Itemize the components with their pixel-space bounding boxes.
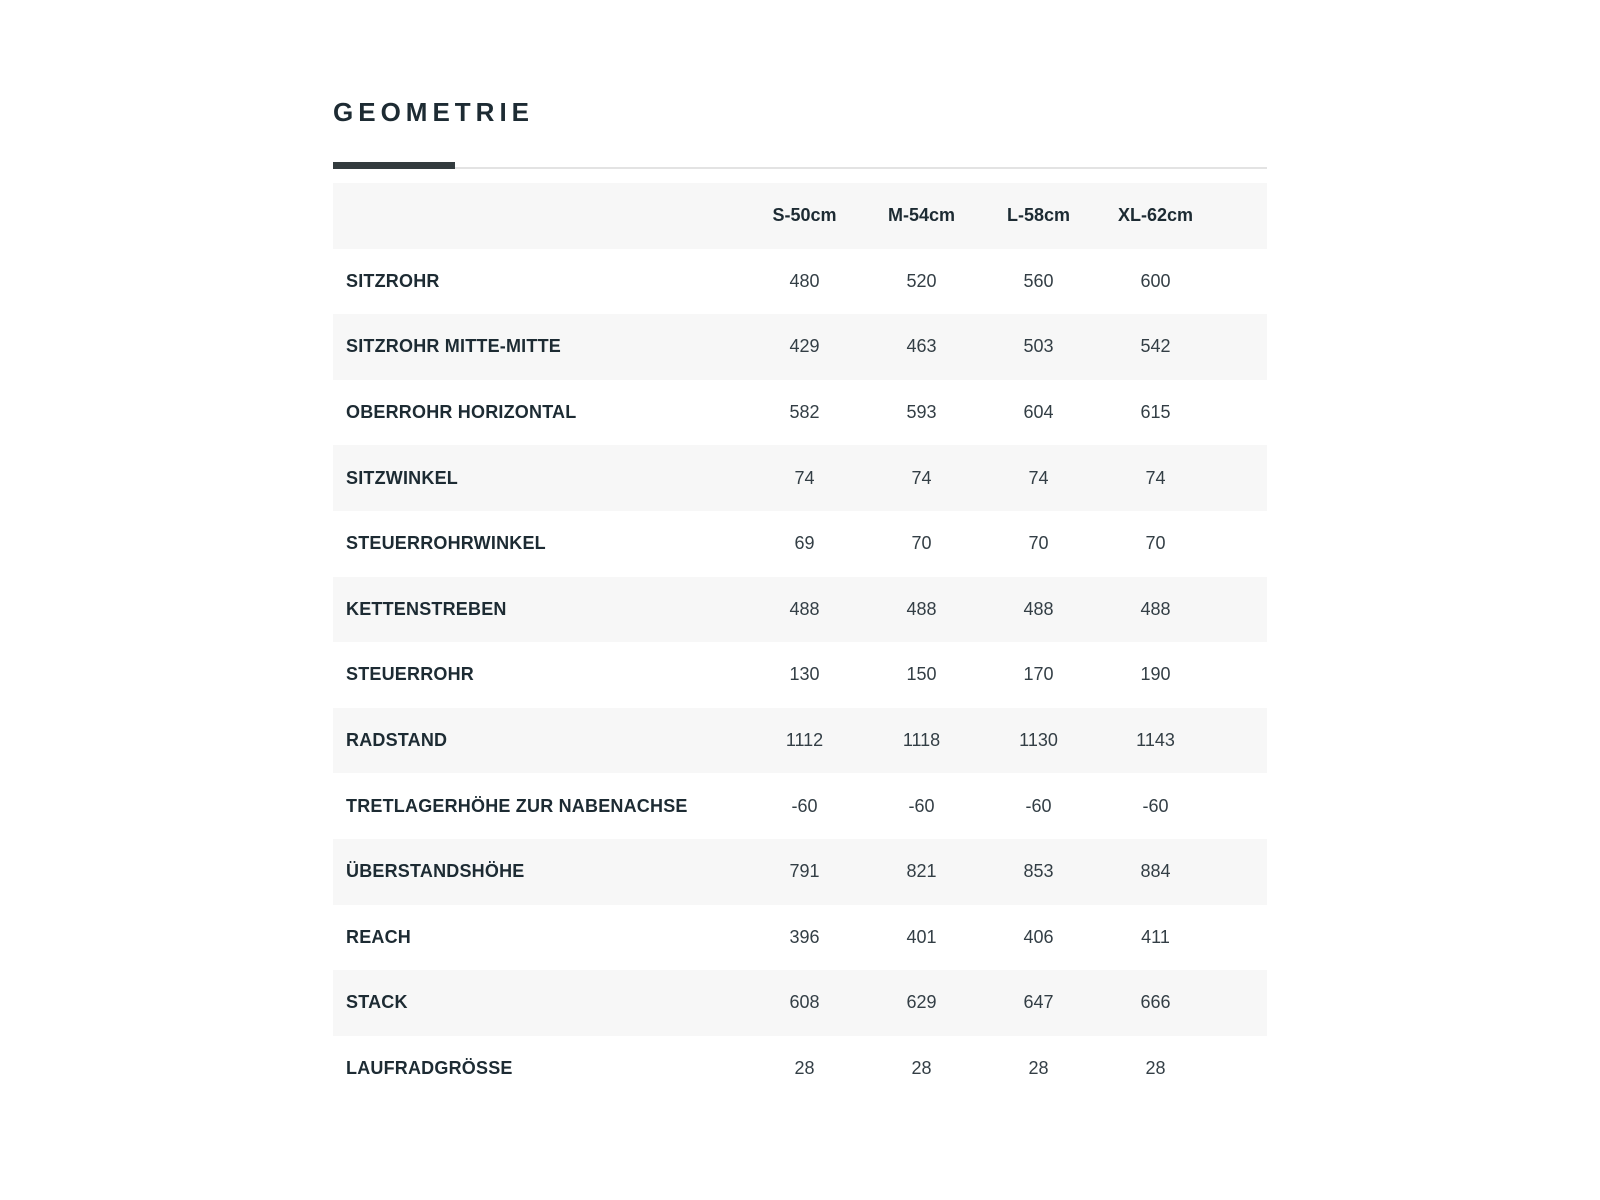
table-row — [333, 249, 1267, 315]
cell-value: 74 — [1028, 467, 1049, 488]
table-row — [333, 1036, 1267, 1102]
table-row — [333, 708, 1267, 774]
row-label: LAUFRADGRÖSSE — [346, 1058, 513, 1079]
row-label: REACH — [346, 926, 412, 947]
column-header: S-50cm — [772, 205, 837, 226]
cell-value: 28 — [911, 1058, 932, 1079]
cell-value: -60 — [1142, 795, 1169, 816]
cell-value: -60 — [1025, 795, 1052, 816]
cell-value: 503 — [1023, 336, 1054, 357]
row-label: SITZWINKEL — [346, 467, 458, 488]
row-label: STACK — [346, 992, 408, 1013]
cell-value: 74 — [794, 467, 815, 488]
cell-value: -60 — [908, 795, 935, 816]
table-row — [333, 773, 1267, 839]
table-row — [333, 642, 1267, 708]
geometry-table — [333, 183, 1267, 1101]
divider-accent-bar — [333, 162, 455, 169]
row-label: KETTENSTREBEN — [346, 598, 507, 619]
cell-value: 582 — [789, 402, 820, 423]
cell-value: 488 — [1140, 598, 1171, 619]
row-label: SITZROHR MITTE-MITTE — [346, 336, 561, 357]
cell-value: 411 — [1141, 926, 1170, 947]
cell-value: 520 — [906, 270, 937, 291]
cell-value: 463 — [906, 336, 937, 357]
cell-value: 615 — [1140, 402, 1171, 423]
geometry-section — [333, 96, 1267, 1101]
cell-value: 821 — [906, 861, 937, 882]
table-row — [333, 970, 1267, 1036]
row-label: TRETLAGERHÖHE ZUR NABENACHSE — [346, 795, 688, 816]
table-row — [333, 445, 1267, 511]
cell-value: 647 — [1023, 992, 1054, 1013]
cell-value: 401 — [906, 926, 937, 947]
cell-value: 593 — [906, 402, 937, 423]
cell-value: 488 — [1023, 598, 1054, 619]
table-row — [333, 380, 1267, 446]
row-label: SITZROHR — [346, 270, 440, 291]
cell-value: 190 — [1140, 664, 1171, 685]
column-header: XL-62cm — [1117, 205, 1194, 226]
cell-value: 130 — [789, 664, 820, 685]
cell-value: 28 — [1028, 1058, 1049, 1079]
cell-value: 150 — [906, 664, 937, 685]
cell-value: 884 — [1140, 861, 1171, 882]
cell-value: 600 — [1140, 270, 1171, 291]
cell-value: 1112 — [785, 730, 824, 751]
cell-value: 28 — [794, 1058, 815, 1079]
table-body — [333, 249, 1267, 1102]
cell-value: 1118 — [902, 730, 941, 751]
cell-value: 542 — [1140, 336, 1171, 357]
table-header-row — [333, 183, 1267, 249]
cell-value: 429 — [789, 336, 820, 357]
cell-value: 70 — [911, 533, 932, 554]
table-row — [333, 511, 1267, 577]
row-label: RADSTAND — [346, 730, 448, 751]
cell-value: 666 — [1140, 992, 1171, 1013]
cell-value: 604 — [1023, 402, 1054, 423]
cell-value: 28 — [1145, 1058, 1166, 1079]
cell-value: 1143 — [1136, 730, 1175, 751]
table-row — [333, 839, 1267, 905]
cell-value: 1130 — [1019, 730, 1058, 751]
cell-value: 70 — [1028, 533, 1049, 554]
cell-value: -60 — [791, 795, 818, 816]
section-title: GEOMETRIE — [333, 97, 535, 127]
table-row — [333, 314, 1267, 380]
divider-line — [333, 167, 1267, 169]
cell-value: 74 — [911, 467, 932, 488]
cell-value: 488 — [789, 598, 820, 619]
cell-value: 853 — [1023, 861, 1054, 882]
cell-value: 170 — [1023, 664, 1054, 685]
column-header: M-54cm — [887, 205, 956, 226]
cell-value: 791 — [789, 861, 820, 882]
cell-value: 396 — [789, 926, 820, 947]
cell-value: 406 — [1023, 926, 1054, 947]
title-divider — [333, 162, 1267, 169]
row-label: STEUERROHR — [346, 664, 475, 685]
row-label: STEUERROHRWINKEL — [346, 533, 546, 554]
cell-value: 74 — [1145, 467, 1166, 488]
cell-value: 70 — [1145, 533, 1166, 554]
cell-value: 69 — [794, 533, 815, 554]
cell-value: 480 — [789, 270, 820, 291]
cell-value: 608 — [789, 992, 820, 1013]
table-row — [333, 905, 1267, 971]
cell-value: 629 — [906, 992, 937, 1013]
row-label: ÜBERSTANDSHÖHE — [346, 861, 525, 882]
cell-value: 488 — [906, 598, 937, 619]
cell-value: 560 — [1023, 270, 1054, 291]
column-header: L-58cm — [1006, 205, 1071, 226]
row-label: OBERROHR HORIZONTAL — [346, 402, 577, 423]
table-row — [333, 577, 1267, 643]
